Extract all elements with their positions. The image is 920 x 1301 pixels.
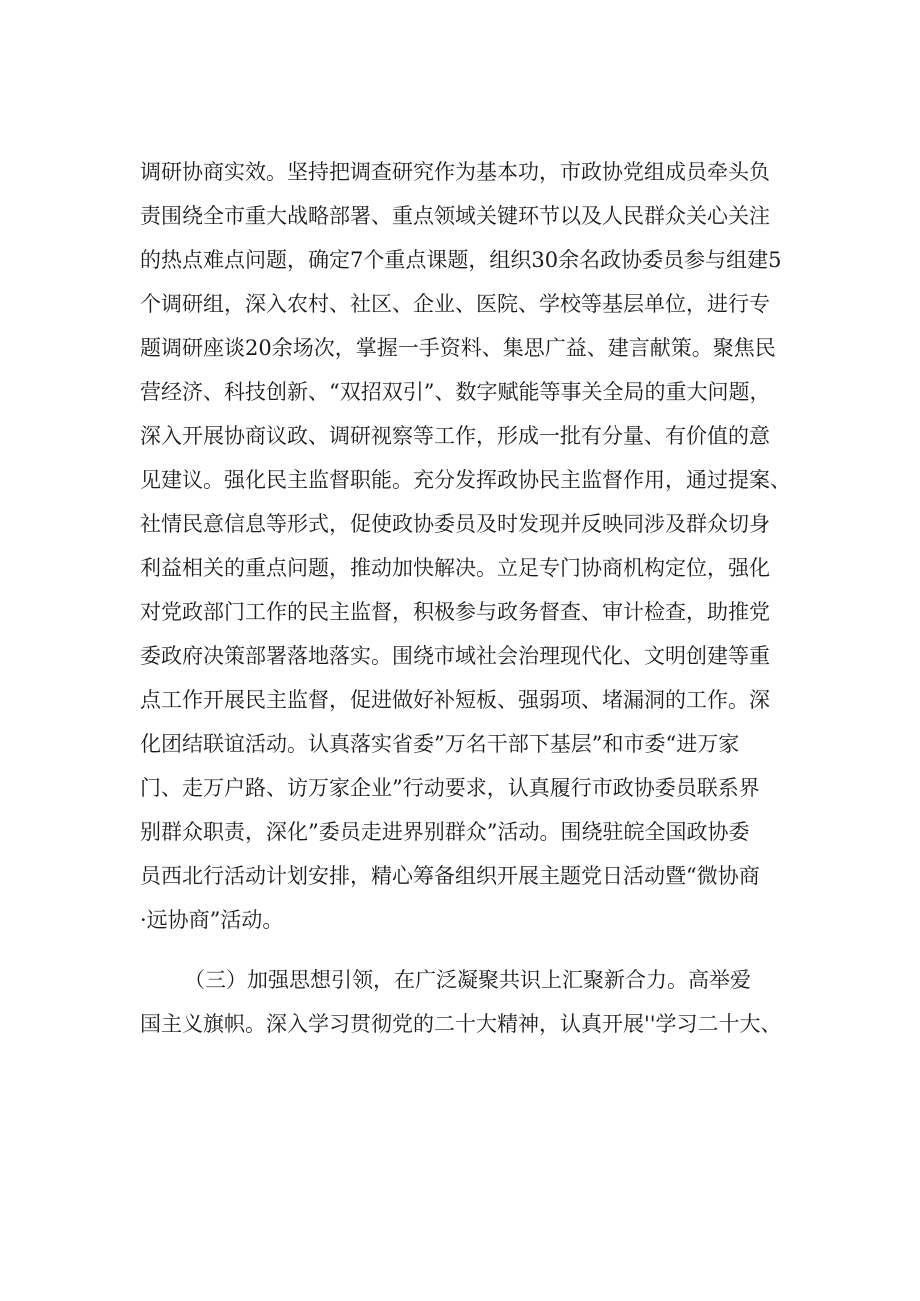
paragraph-1 [140, 158, 820, 950]
document-body [140, 158, 820, 1054]
text-line: 国主义旗帜。深入学习贯彻党的二十大精神，认真开展''学习二十大、 [140, 1012, 782, 1036]
text-line: 点工作开展民主监督，促进做好补短板、强弱项、堵漏洞的工作。深 [140, 688, 770, 712]
paragraph-gap [140, 950, 820, 966]
text-line: 利益相关的重点问题，推动加快解决。立足专门协商机构定位，强化 [140, 556, 770, 580]
text-line: 社情民意信息等形式，促使政协委员及时发现并反映同涉及群众切身 [140, 512, 770, 536]
text-line: 的热点难点问题，确定7个重点课题，组织30余名政协委员参与组建5 [140, 248, 782, 272]
text-line: 题调研座谈20余场次，掌握一手资料、集思广益、建言献策。聚焦民 [140, 336, 776, 360]
text-line: ·远协商”活动。 [140, 908, 284, 932]
text-line: 调研协商实效。坚持把调查研究作为基本功，市政协党组成员牵头负 [140, 160, 770, 184]
text-line: 个调研组，深入农村、社区、企业、医院、学校等基层单位，进行专 [140, 292, 770, 316]
text-line: （三）加强思想引领，在广泛凝聚共识上汇聚新合力。高举爱 [184, 968, 751, 992]
text-line: 营经济、科技创新、“双招双引”、数字赋能等事关全局的重大问题， [140, 380, 771, 404]
text-line: 委政府决策部署落地落实。围绕市域社会治理现代化、文明创建等重 [140, 644, 770, 668]
text-line: 别群众职责，深化”委员走进界别群众”活动。围绕驻皖全国政协委 [140, 820, 750, 844]
text-line: 化团结联谊活动。认真落实省委”万名干部下基层”和市委“进万家 [140, 732, 740, 756]
text-line: 责围绕全市重大战略部署、重点领域关键环节以及人民群众关心关注 [140, 204, 770, 228]
text-line: 深入开展协商议政、调研视察等工作，形成一批有分量、有价值的意 [140, 424, 770, 448]
text-line: 门、走万户路、访万家企业”行动要求，认真履行市政协委员联系界 [140, 776, 760, 800]
paragraph-2 [140, 966, 820, 1054]
text-line: 见建议。强化民主监督职能。充分发挥政协民主监督作用，通过提案、 [140, 468, 791, 492]
text-line: 员西北行活动计划安排，精心筹备组织开展主题党日活动暨“微协商 [140, 864, 760, 888]
text-line: 对党政部门工作的民主监督，积极参与政务督查、审计检查，助推党 [140, 600, 770, 624]
